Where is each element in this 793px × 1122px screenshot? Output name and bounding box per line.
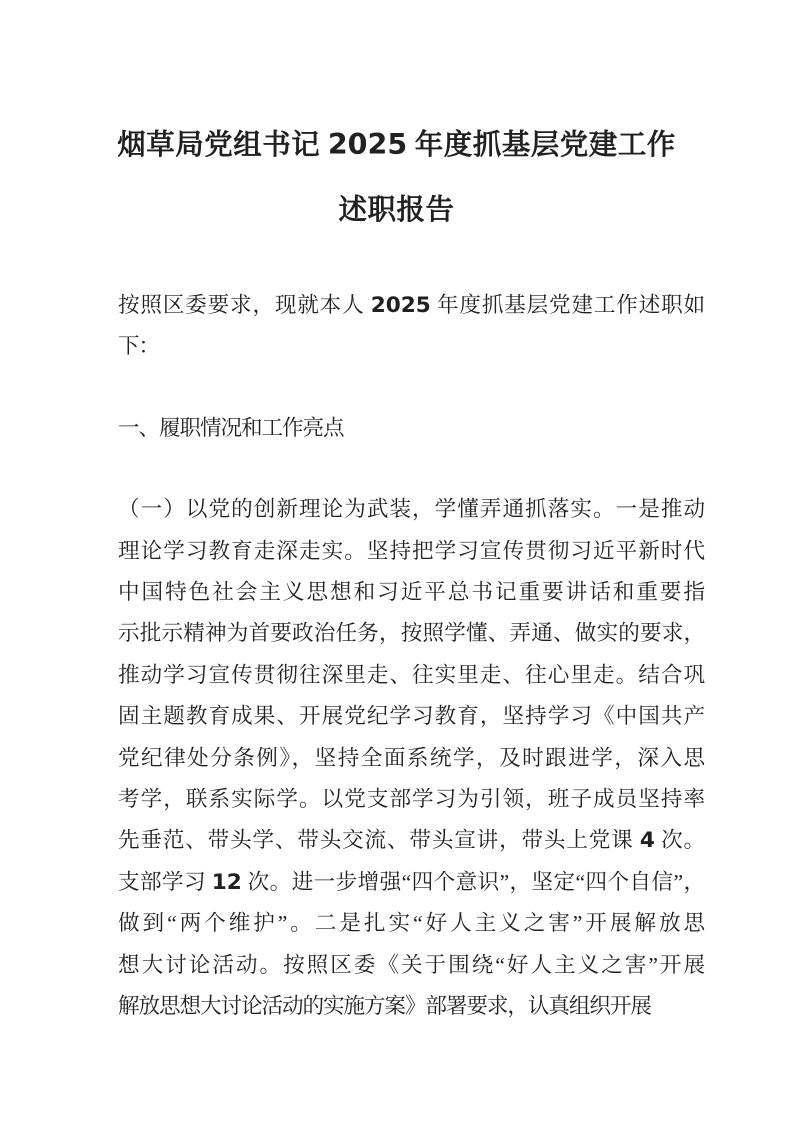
document-body [118, 285, 704, 1028]
text-line: 做到“两个维护”。二是扎实“好人主义之害”开展解放思 [118, 911, 704, 936]
paragraph-intro [118, 285, 704, 368]
text-line: 推动学习宣传贯彻往深里走、往实里走、往心里走。结合巩 [118, 662, 704, 687]
number-text: 2025 [370, 293, 431, 318]
title-line-1: 烟草局党组书记 2025 年度抓基层党建工作 [117, 128, 676, 161]
text-line: 想大讨论活动。按照区委《关于围绕“好人主义之害”开展 [118, 952, 704, 977]
text-line: 解放思想大讨论活动的实施方案》部署要求，认真组织开展 [118, 994, 651, 1019]
number-text: 4 [639, 828, 655, 854]
number-text: 12 [211, 869, 242, 895]
text-line: 先垂范、带头学、带头交流、带头宣讲，带头上党课 4 次。 [118, 828, 704, 854]
text-line: 理论学习教育走深走实。坚持把学习宣传贯彻习近平新时代 [118, 538, 704, 563]
text-line: 支部学习 12 次。进一步增强“四个意识”，坚定“四个自信”， [118, 869, 704, 895]
paragraph-heading-1 [118, 408, 704, 449]
paragraph-section-1-1 [118, 489, 704, 1027]
text-line: 示批示精神为首要政治任务，按照学懂、弄通、做实的要求， [118, 621, 704, 646]
text-line: 按照区委要求，现就本人 2025 年度抓基层党建工作述职如 [118, 293, 704, 318]
text-line: 固主题教育成果、开展党纪学习教育，坚持学习《中国共产 [118, 704, 704, 729]
title-line-2: 述职报告 [338, 195, 455, 226]
text-line: 中国特色社会主义思想和习近平总书记重要讲话和重要指 [118, 580, 704, 605]
number-text: 2025 [327, 128, 408, 161]
document-title [0, 112, 793, 243]
text-line: 党纪律处分条例》，坚持全面系统学，及时跟进学，深入思 [118, 745, 704, 770]
text-line: 下： [118, 334, 159, 359]
heading-line: 一、履职情况和工作亮点 [118, 415, 344, 440]
text-line: 考学，联系实际学。以党支部学习为引领，班子成员坚持率 [118, 787, 704, 812]
text-line: （一）以党的创新理论为武装，学懂弄通抓落实。一是推动 [118, 497, 704, 522]
